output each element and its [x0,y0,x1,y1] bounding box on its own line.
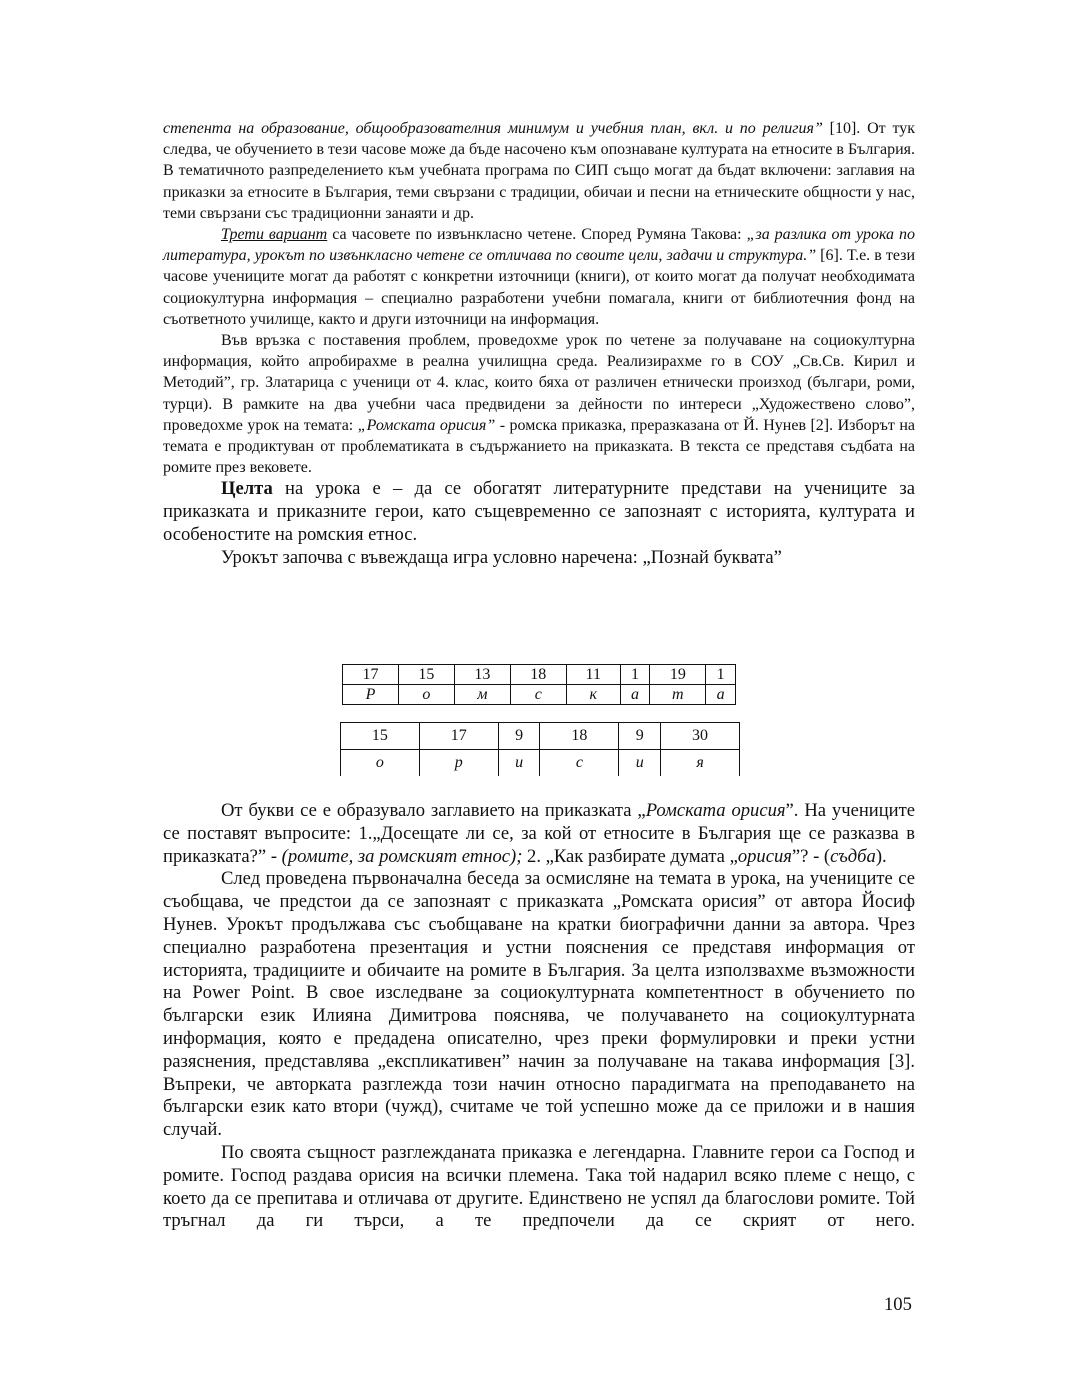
puzzle-letters-row [341,750,740,777]
puzzle-numbers-row [343,665,736,685]
puzzle-letters-row [343,685,736,705]
paragraph-questions [163,800,915,868]
italic-text-run: Трети вариант [221,226,328,244]
goal-text: на урока е – да се обогатят литературните представи на учениците за приказката и приказните герои, като същевременно се запознаят с историята, културата и особеностите на ромския етнос. [163,478,915,546]
paragraph-curriculum [163,118,915,224]
text-run: След проведена първоначална беседа за осмисляне на темата в урока, на учениците се съобщава, че предстои да се запознаят с приказката „Ромската орисия” от автора Йосиф Нунев. Урокът продължава със съобщаване на кратки биографични данни за автора. Чрез специално разработена презентация и устни пояснения се представя информация от историята, традициите и обичаите на ромите в България. За целта използвахме възможности на Power Point. В свое изследване за социокултурната компетентност в обучението по български език Илияна Димитрова пояснява, че получаването на социокултурната информация, която е предадена описателно, чрез преки формулировки и преки устни разяснения, представлява „експликативен” начин за получаване на такава информация [3]. Въпреки, че авторката разглежда този начин относно парадигмата на преподаването на български език като втори (чужд), считаме че той успешно може да се приложи и в нашия случай. [163,868,915,1141]
text-run: - ромска приказка, преразказана от Й. Нунев [2]. Изборът на темата е продиктуван от проблематиката в съдържанието на приказката. В текста се представя съдбата на ромите през вековете. [163,416,916,477]
puzzle-table-orisiya [340,722,740,776]
paragraph-lesson-context [163,330,915,478]
italic-text-run: (ромите, за ромският етнос); [281,845,523,867]
puzzle-letter: о [398,685,454,705]
text-run: [6]. Т.е. в тези часове учениците могат да работят с конкретни източници (книги), от които могат да получат необходимата социокултурна информация – специално разработени учебни помагала, книги от библиотечния фонд на съответното училище, както и други източници на информация. [163,247,916,328]
text-run: [10]. От тук следва, че обучението в тези часове може да бъде насочено към опознаване културата на етносите в България. В тематичното разпределението към учебната програма по СИП също могат да бъдат включени: заглавия на приказки за етносите в България, теми свързани с традиции, обичаи и песни на етническите общности у нас, теми свързани със традиционни занаяти и др. [163,120,915,222]
puzzle-letter: а [706,685,736,705]
puzzle-letter: к [566,685,620,705]
text-run: Във връзка с поставения проблем, проведохме урок по четене за получаване на социокултурна информация, който апробирахме в реална училищна среда. Реализирахме го в СОУ „Св.Св. Кирил и Методий”, гр. Златарица с ученици от 4. клас, които бяха от различен етнически произход (българи, роми, турци). В рамките на два учебни часа предвидени за дейности по интереси „Художествено слово”, проведохме урок на темата: [163,332,915,434]
text-run: От букви се е образувало заглавието на приказката „ [221,800,646,821]
puzzle-letter: я [661,750,740,777]
puzzle-number: 15 [398,665,454,685]
puzzle-letter: с [540,750,619,777]
text-run: ”? - ( [791,845,831,867]
paragraph-third-option [163,224,915,330]
text-run: ”. На учениците се поставят въпросите: 1.„Досещате ли се, за кой от етносите в България ще се разказва в приказката?” - [163,800,915,867]
puzzle-letter: и [619,750,661,777]
puzzle-number: 9 [619,723,661,750]
puzzle-number: 15 [341,723,420,750]
puzzle-letter: м [454,685,510,705]
puzzle-letter: а [620,685,650,705]
puzzle-letter: и [498,750,540,777]
puzzle-letter: Р [343,685,399,705]
page-body-lower [163,800,915,1233]
italic-text-run: степента на образование, общообразователния минимум и учебния план, вкл. и по религия” [163,120,823,137]
italic-text-run: съдба [830,845,876,867]
puzzle-number: 30 [661,723,740,750]
paragraph-intro-game: Урокът започва с въвеждаща игра условно наречена: „Познай буквата” [221,546,782,568]
puzzle-table-romskata [342,664,736,705]
puzzle-number: 11 [566,665,620,685]
text-run: По своята същност разглежданата приказка е легендарна. Главните герои са Господ и ромите. Господ раздава орисия на всички племена. Така той надарил всяко племе с нещо, с което да се препитава и отличава от другите. Единствено не успял да благослови ромите. Той тръгнал да ги търси, а те предпочели да се скрият от него. [163,1141,915,1232]
puzzle-number: 1 [620,665,650,685]
italic-text-run: „за разлика от урока по литература, урокът по извънкласно четене се отличава по своите цели, задачи и структура.” [163,226,916,265]
italic-text-run: орисия [737,845,792,867]
page-number: 105 [884,1294,912,1315]
puzzle-numbers-row [341,723,740,750]
paragraph-legend [163,1142,915,1233]
puzzle-number: 17 [343,665,399,685]
italic-text-run: Ромската орисия [645,800,786,821]
goal-label: Целта [221,478,273,500]
italic-text-run: „Ромската орисия” [357,416,496,434]
puzzle-number: 18 [540,723,619,750]
paragraph-goal [163,478,915,546]
puzzle-number: 18 [510,665,566,685]
puzzle-number: 13 [454,665,510,685]
puzzle-number: 17 [419,723,498,750]
text-run: 2. „Как разбирате думата „ [522,845,738,867]
puzzle-number: 9 [498,723,540,750]
text-run: ). [875,845,887,867]
puzzle-letter: с [510,685,566,705]
puzzle-letter: о [341,750,420,777]
puzzle-letter: т [650,685,706,705]
puzzle-letter: р [419,750,498,777]
puzzle-number: 1 [706,665,736,685]
text-run: са часовете по извънкласно четене. Според Румяна Такова: [327,226,747,244]
paragraph-presentation [163,868,915,1142]
puzzle-number: 19 [650,665,706,685]
page-body [163,118,915,570]
